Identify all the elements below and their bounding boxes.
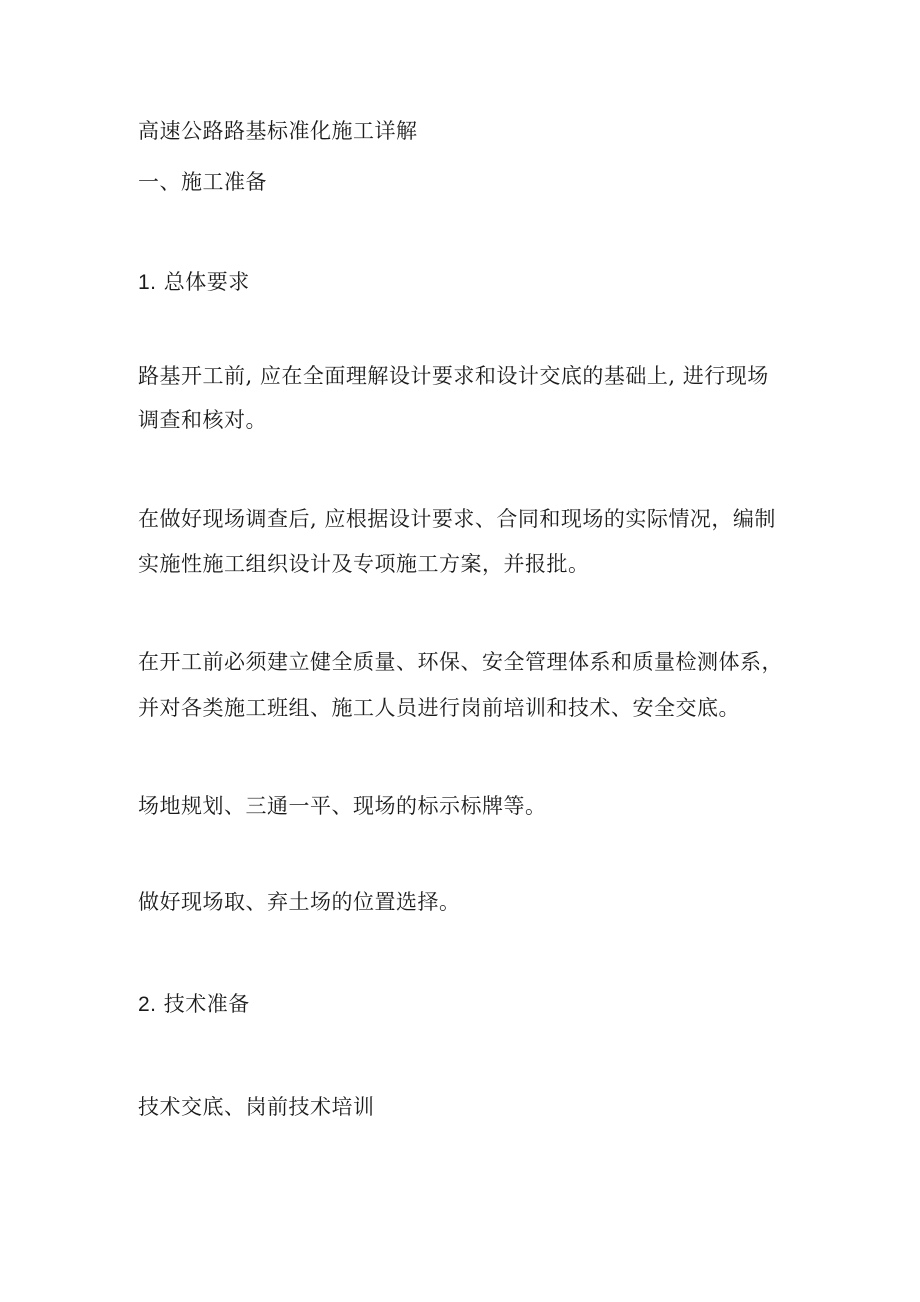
subheading-technical-preparation [138,990,250,1019]
subheading-general-requirements [138,268,250,297]
paragraph-3-line-1: 在开工前必须建立健全质量、环保、安全管理体系和质量检测体系， [138,650,783,674]
paragraph-1-line-2: 调查和核对。 [138,408,267,432]
paragraph-2-line-2: 实施性施工组织设计及专项施工方案，并报批。 [138,552,590,576]
paragraph-3-line-2: 并对各类施工班组、施工人员进行岗前培训和技术、安全交底。 [138,696,740,720]
paragraph-6: 技术交底、岗前技术培训 [138,1095,375,1119]
subheading-label: 技术准备 [156,992,250,1016]
subheading-number: 1. [138,271,157,294]
document-title: 高速公路路基标准化施工详解 [138,119,418,143]
paragraph-1-line-1: 路基开工前, 应在全面理解设计要求和设计交底的基础上, 进行现场 [138,364,769,388]
paragraph-5: 做好现场取、弃土场的位置选择。 [138,890,461,914]
section-heading: 一、施工准备 [138,170,267,194]
subheading-number: 2. [138,993,157,1016]
paragraph-2-line-1: 在做好现场调查后, 应根据设计要求、合同和现场的实际情况，编制 [138,507,776,531]
paragraph-4: 场地规划、三通一平、现场的标示标牌等。 [138,794,547,818]
subheading-label: 总体要求 [156,270,250,294]
